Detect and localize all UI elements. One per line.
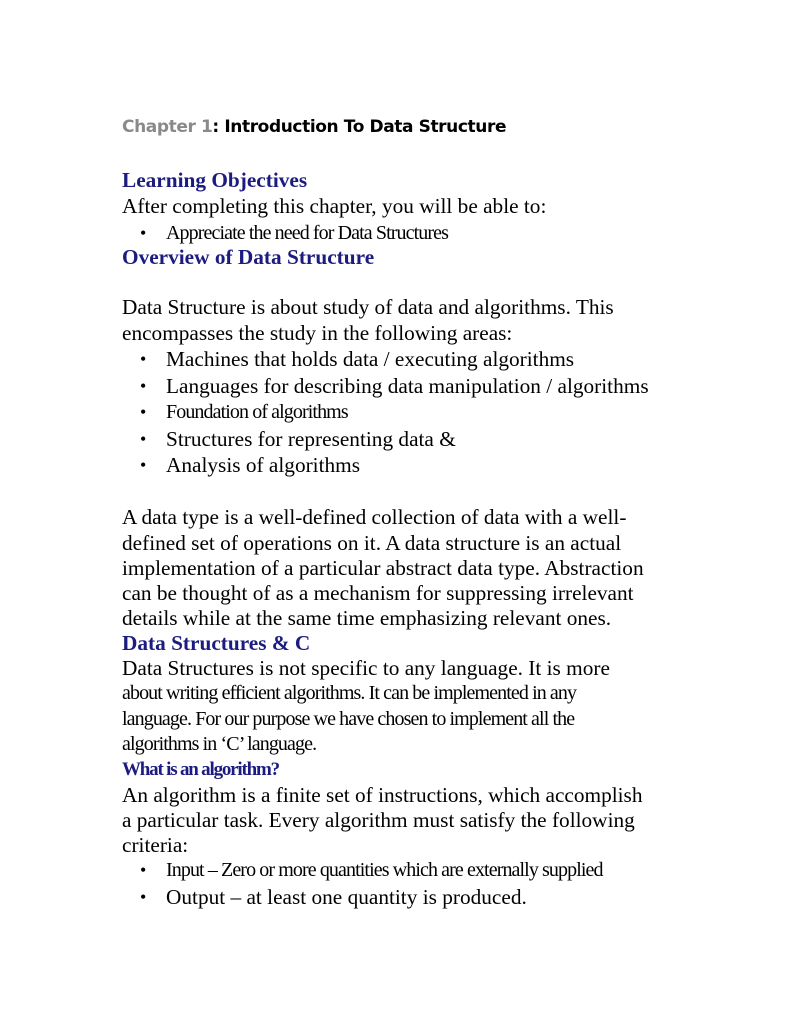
learning-objectives-intro: After completing this chapter, you will be able to:: [122, 194, 547, 218]
list-item: • Input – Zero or more quantities which are externally supplied: [140, 857, 603, 884]
ds-and-c-heading: Data Structures & C: [122, 631, 311, 655]
algorithm-criteria-list: [140, 857, 603, 910]
list-item: • Analysis of algorithms: [140, 453, 361, 477]
list-item: • Structures for representing data &: [140, 426, 456, 451]
overview-heading: Overview of Data Structure: [122, 245, 375, 269]
ds-and-c-line: algorithms in ‘C’ language.: [122, 733, 317, 755]
bullet-icon: •: [140, 223, 146, 243]
ds-and-c-line: language. For our purpose we have chosen to implement all the: [122, 708, 575, 730]
list-item: • Languages for describing data manipulation / algorithms: [140, 373, 649, 398]
overview-para2-line: A data type is a well-defined collection of data with a well-: [122, 505, 627, 529]
overview-para2-line: defined set of operations on it. A data structure is an actual: [122, 531, 622, 555]
bullet-icon: •: [140, 428, 147, 449]
bullet-icon: •: [140, 886, 147, 907]
chapter-name: : Introduction To Data Structure: [212, 117, 507, 137]
overview-para2-line: details while at the same time emphasizing relevant ones.: [122, 606, 612, 630]
bullet-icon: •: [140, 349, 147, 369]
learning-objectives-list: [140, 220, 448, 247]
algorithm-heading: What is an algorithm?: [122, 759, 279, 780]
overview-para1-line: Data Structure is about study of data and algorithms. This: [122, 295, 614, 319]
ds-and-c-line: Data Structures is not specific to any language. It is more: [122, 656, 610, 680]
algorithm-line: criteria:: [122, 833, 189, 857]
list-item: • Output – at least one quantity is produced.: [140, 884, 527, 909]
list-item: • Foundation of algorithms: [140, 399, 649, 426]
overview-para1-line: encompasses the study in the following areas:: [122, 321, 513, 345]
chapter-title: [122, 117, 506, 137]
overview-para2-line: implementation of a particular abstract data type. Abstraction: [122, 556, 644, 580]
bullet-icon: •: [140, 455, 147, 475]
ds-and-c-line: about writing efficient algorithms. It can be implemented in any: [122, 682, 577, 704]
learning-objectives-heading: Learning Objectives: [122, 168, 308, 192]
list-item: • Appreciate the need for Data Structures: [140, 220, 448, 247]
algorithm-line: An algorithm is a finite set of instructions, which accomplish: [122, 783, 643, 807]
chapter-number: Chapter 1: [122, 117, 213, 137]
overview-para2-line: can be thought of as a mechanism for suppressing irrelevant: [122, 581, 634, 605]
bullet-icon: •: [140, 402, 146, 422]
bullet-icon: •: [140, 860, 146, 880]
algorithm-line: a particular task. Every algorithm must satisfy the following: [122, 808, 635, 832]
list-item: • Machines that holds data / executing algorithms: [140, 347, 575, 371]
overview-list: [140, 346, 649, 479]
bullet-icon: •: [140, 375, 147, 396]
